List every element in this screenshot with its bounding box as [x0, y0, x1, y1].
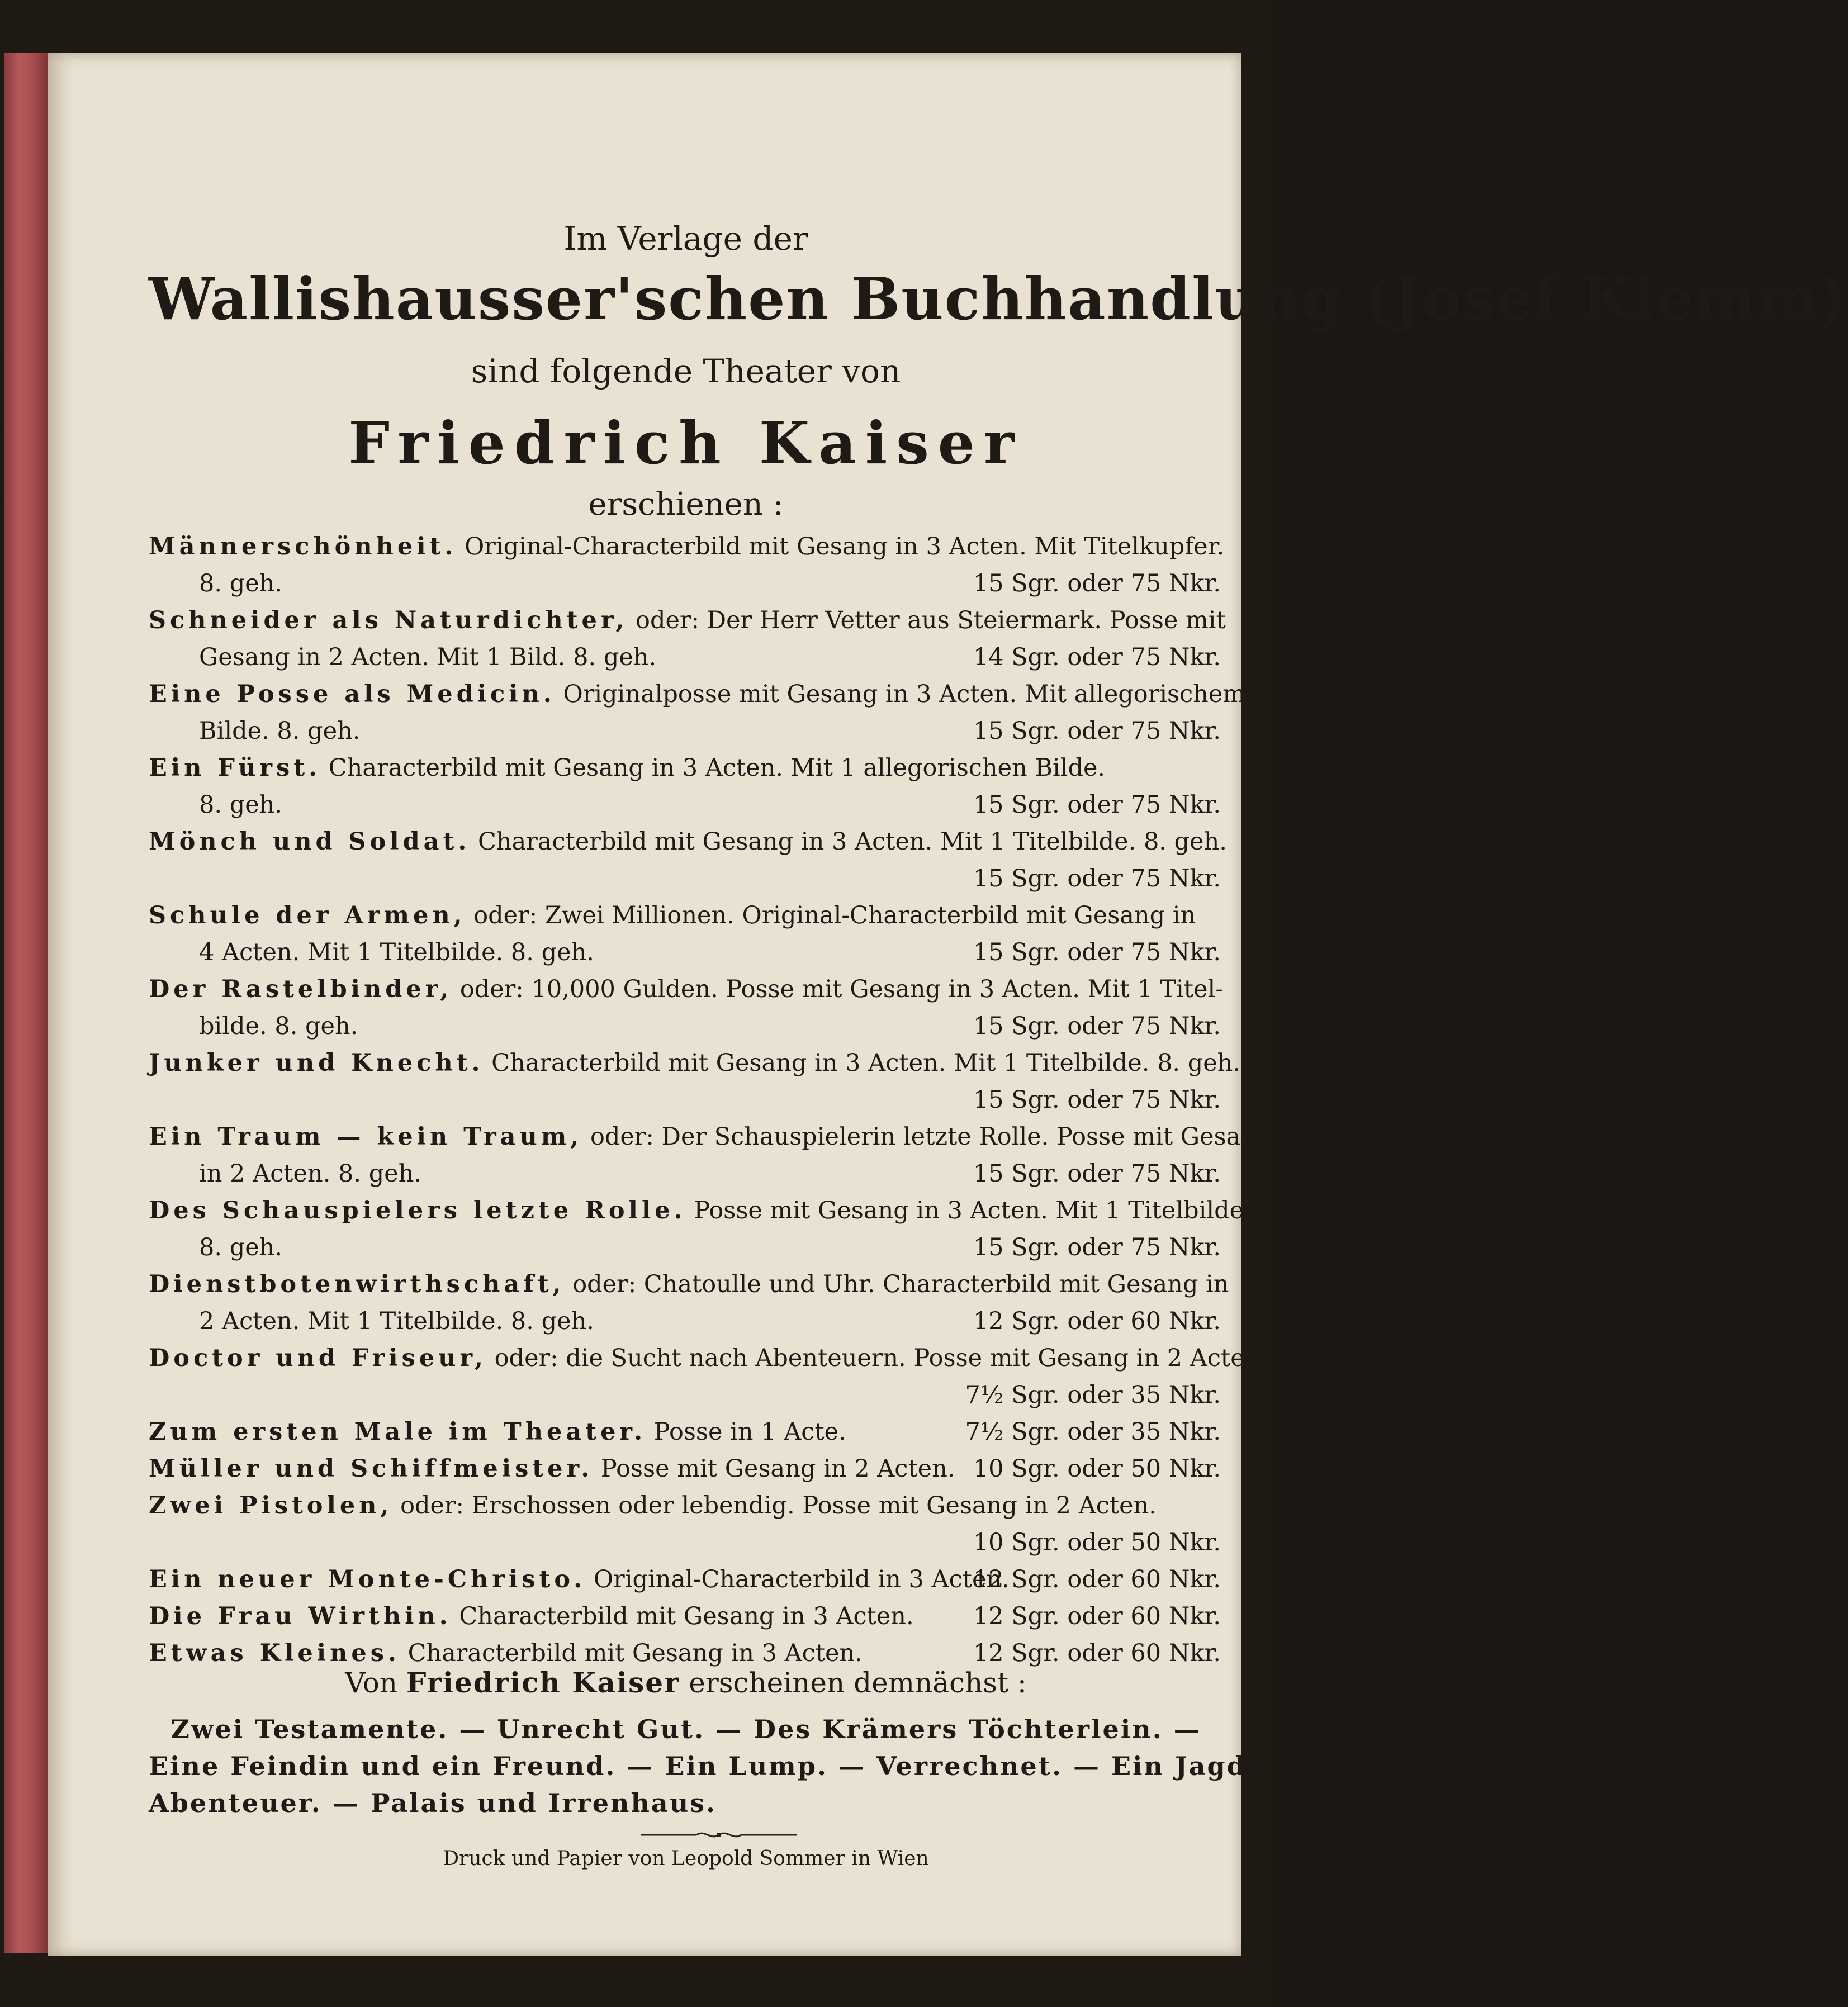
- catalog-entry: [149, 1192, 1252, 1266]
- catalog-entry: [149, 1487, 1223, 1561]
- forthcoming-post: erscheinen demnächst :: [689, 1667, 1027, 1699]
- catalog-entry: [149, 1045, 1241, 1118]
- entry-second-line: [149, 1303, 1223, 1340]
- entry-price: 15 Sgr. oder 75 Nkr.: [973, 1086, 1221, 1114]
- entry-description: oder: Chatoulle und Uhr. Characterbild mit Gesang in: [565, 1270, 1229, 1298]
- entry-title: Zum ersten Male im Theater.: [149, 1418, 647, 1446]
- entry-second-line: [149, 1155, 1223, 1192]
- entry-first-line: [149, 528, 1223, 565]
- entry-first-line: [149, 1487, 1223, 1524]
- entry-description: oder: Zwei Millionen. Original-Characterbild mit Gesang in: [466, 902, 1196, 929]
- forthcoming-line-1: Zwei Testamente. — Unrecht Gut. — Des Krämers Töchterlein. —: [170, 1714, 1201, 1744]
- header-publisher-name: Wallishausser'schen Buchhandlung (Josef Klemm): [149, 264, 1848, 333]
- entry-title: Der Rastelbinder,: [149, 975, 453, 1003]
- catalog-entry: [149, 1413, 1223, 1450]
- entry-title: Die Frau Wirthin.: [149, 1602, 452, 1630]
- entry-price: 15 Sgr. oder 75 Nkr.: [973, 791, 1221, 819]
- entry-first-line: [149, 602, 1226, 639]
- entry-title: Zwei Pistolen,: [149, 1492, 393, 1520]
- printer-imprint: Druck und Papier von Leopold Sommer in Wien: [443, 1847, 929, 1870]
- catalog-entry: [149, 1598, 1223, 1635]
- header-publisher-intro: Im Verlage der: [563, 220, 808, 258]
- entry-price: 15 Sgr. oder 75 Nkr.: [973, 1012, 1221, 1040]
- entry-title: Müller und Schiffmeister.: [149, 1455, 594, 1483]
- entry-description: oder: 10,000 Gulden. Posse mit Gesang in 3 Acten. Mit 1 Titel-: [452, 975, 1224, 1003]
- entry-title: Schneider als Naturdichter,: [149, 606, 628, 634]
- entry-continuation: 8. geh.: [199, 1233, 283, 1261]
- entry-second-line: [149, 1229, 1223, 1266]
- entry-first-line: [149, 1340, 1268, 1377]
- entry-title: Ein neuer Monte-Christo.: [149, 1565, 586, 1593]
- entry-title: Des Schauspielers letzte Rolle.: [149, 1197, 686, 1225]
- entry-first-line: [149, 749, 1223, 786]
- header-author-name: Friedrich Kaiser: [348, 409, 1023, 477]
- ornament-divider: [641, 1828, 797, 1842]
- entry-description: oder: die Sucht nach Abenteuern. Posse mit Gesang in 2 Acten.: [486, 1344, 1268, 1372]
- entry-price: 15 Sgr. oder 75 Nkr.: [973, 938, 1221, 966]
- entry-description: Posse mit Gesang in 3 Acten. Mit 1 Titelbilde.: [686, 1197, 1252, 1225]
- entry-description: Characterbild mit Gesang in 3 Acten.: [451, 1602, 914, 1630]
- catalog-entry: [149, 1561, 1223, 1598]
- entry-continuation: 8. geh.: [199, 791, 283, 819]
- entry-price: 14 Sgr. oder 75 Nkr.: [973, 643, 1221, 671]
- entry-first-line: [149, 1561, 1223, 1598]
- entry-description: Original-Characterbild in 3 Acten.: [586, 1565, 1010, 1593]
- entry-description: Characterbild mit Gesang in 3 Acten. Mit 1 Titelbilde. 8. geh.: [484, 1049, 1241, 1077]
- entry-price: 7½ Sgr. oder 35 Nkr.: [965, 1418, 1221, 1446]
- catalog-entry: [149, 897, 1223, 971]
- entry-description: Characterbild mit Gesang in 3 Acten. Mit 1 Titelbilde. 8. geh.: [470, 828, 1227, 856]
- entry-second-line: [149, 860, 1223, 897]
- entry-price: 15 Sgr. oder 75 Nkr.: [973, 717, 1221, 745]
- entry-first-line: [149, 1266, 1229, 1303]
- entry-second-line: [149, 1081, 1223, 1118]
- entry-price: 12 Sgr. oder 60 Nkr.: [973, 1602, 1221, 1630]
- entry-second-line: [149, 565, 1223, 602]
- entry-title: Doctor und Friseur,: [149, 1344, 487, 1372]
- entry-price: 15 Sgr. oder 75 Nkr.: [973, 1160, 1221, 1188]
- entry-title: Ein Traum — kein Traum,: [149, 1123, 583, 1151]
- forthcoming-line-3: Abenteuer. — Palais und Irrenhaus.: [149, 1788, 717, 1818]
- entry-price: 10 Sgr. oder 50 Nkr.: [973, 1529, 1221, 1557]
- entry-title: Dienstbotenwirthschaft,: [149, 1270, 565, 1298]
- entry-title: Etwas Kleines.: [149, 1639, 400, 1667]
- entry-second-line: [149, 934, 1223, 971]
- entry-continuation: 2 Acten. Mit 1 Titelbilde. 8. geh.: [199, 1307, 594, 1335]
- entry-continuation: Bilde. 8. geh.: [199, 717, 361, 745]
- entry-price: 12 Sgr. oder 60 Nkr.: [973, 1307, 1221, 1335]
- entry-price: 15 Sgr. oder 75 Nkr.: [973, 570, 1221, 597]
- entry-description: Posse in 1 Acte.: [646, 1418, 846, 1446]
- page-content: [149, 53, 1848, 1956]
- entry-continuation: bilde. 8. geh.: [199, 1012, 358, 1040]
- catalog-entry: [149, 528, 1223, 602]
- entry-title: Ein Fürst.: [149, 754, 321, 782]
- entry-first-line: [149, 897, 1223, 934]
- entry-second-line: [149, 713, 1223, 749]
- catalog-entry: [149, 1340, 1268, 1413]
- entry-continuation: 4 Acten. Mit 1 Titelbilde. 8. geh.: [199, 938, 594, 966]
- book-page: [48, 53, 1848, 1956]
- header-theater-intro: sind folgende Theater von: [471, 352, 901, 390]
- entry-second-line: [149, 639, 1223, 676]
- entry-second-line: [149, 1524, 1223, 1561]
- entry-price: 7½ Sgr. oder 35 Nkr.: [965, 1381, 1221, 1409]
- entry-description: oder: Erschossen oder lebendig. Posse mit Gesang in 2 Acten.: [392, 1492, 1157, 1520]
- entry-title: Eine Posse als Medicin.: [149, 680, 556, 708]
- catalog-entry: [149, 971, 1223, 1045]
- entry-first-line: [149, 971, 1223, 1008]
- entry-first-line: [149, 1413, 1223, 1450]
- entry-title: Junker und Knecht.: [149, 1049, 484, 1077]
- entry-price: 12 Sgr. oder 60 Nkr.: [973, 1565, 1221, 1593]
- entry-price: 15 Sgr. oder 75 Nkr.: [973, 865, 1221, 893]
- catalog-entry: [149, 749, 1223, 823]
- entry-continuation: 8. geh.: [199, 570, 283, 597]
- entry-continuation: Gesang in 2 Acten. Mit 1 Bild. 8. geh.: [199, 643, 657, 671]
- catalog-entry: [149, 1266, 1229, 1340]
- entry-description: Characterbild mit Gesang in 3 Acten.: [400, 1639, 863, 1667]
- catalog-entry: [149, 1118, 1272, 1192]
- entry-title: Männerschönheit.: [149, 533, 457, 561]
- entry-first-line: [149, 1192, 1252, 1229]
- forthcoming-line-2: Eine Feindin und ein Freund. — Ein Lump. — Verrechnet. — Ein Jagd.: [149, 1751, 1257, 1781]
- forthcoming-author: Friedrich Kaiser: [406, 1666, 680, 1699]
- catalog-entry: [149, 1450, 1223, 1487]
- entry-continuation: in 2 Acten. 8. geh.: [199, 1160, 422, 1188]
- entry-description: Original-Characterbild mit Gesang in 3 Acten. Mit Titelkupfer.: [457, 533, 1225, 561]
- entry-description: oder: Der Schauspielerin letzte Rolle. Posse mit Gesang: [582, 1123, 1272, 1151]
- catalog-entry: [149, 676, 1246, 749]
- entry-second-line: [149, 786, 1223, 823]
- entry-description: Originalposse mit Gesang in 3 Acten. Mit allegorischem: [555, 680, 1246, 708]
- entry-first-line: [149, 1598, 1223, 1635]
- entry-first-line: [149, 1045, 1241, 1081]
- forthcoming-list: [149, 1711, 1257, 1821]
- entry-price: 10 Sgr. oder 50 Nkr.: [973, 1455, 1221, 1483]
- entry-description: oder: Der Herr Vetter aus Steiermark. Posse mit: [628, 606, 1226, 634]
- book-spine-edge: [4, 53, 48, 1953]
- catalog-entry: [149, 823, 1227, 897]
- catalog-entry: [149, 602, 1226, 676]
- entry-second-line: [149, 1377, 1223, 1413]
- entry-description: Posse mit Gesang in 2 Acten.: [593, 1455, 955, 1483]
- catalog-list: [149, 528, 1272, 1672]
- forthcoming-heading: [149, 1666, 1223, 1699]
- entry-price: 15 Sgr. oder 75 Nkr.: [973, 1233, 1221, 1261]
- header-published: erschienen :: [588, 486, 784, 523]
- entry-first-line: [149, 1118, 1272, 1155]
- entry-title: Schule der Armen,: [149, 902, 466, 929]
- entry-price: 12 Sgr. oder 60 Nkr.: [973, 1639, 1221, 1667]
- forthcoming-pre: Von: [345, 1667, 398, 1699]
- entry-first-line: [149, 823, 1227, 860]
- entry-first-line: [149, 1450, 1223, 1487]
- entry-title: Mönch und Soldat.: [149, 828, 471, 856]
- entry-description: Characterbild mit Gesang in 3 Acten. Mit 1 allegorischen Bilde.: [321, 754, 1106, 782]
- entry-first-line: [149, 676, 1246, 713]
- entry-second-line: [149, 1008, 1223, 1045]
